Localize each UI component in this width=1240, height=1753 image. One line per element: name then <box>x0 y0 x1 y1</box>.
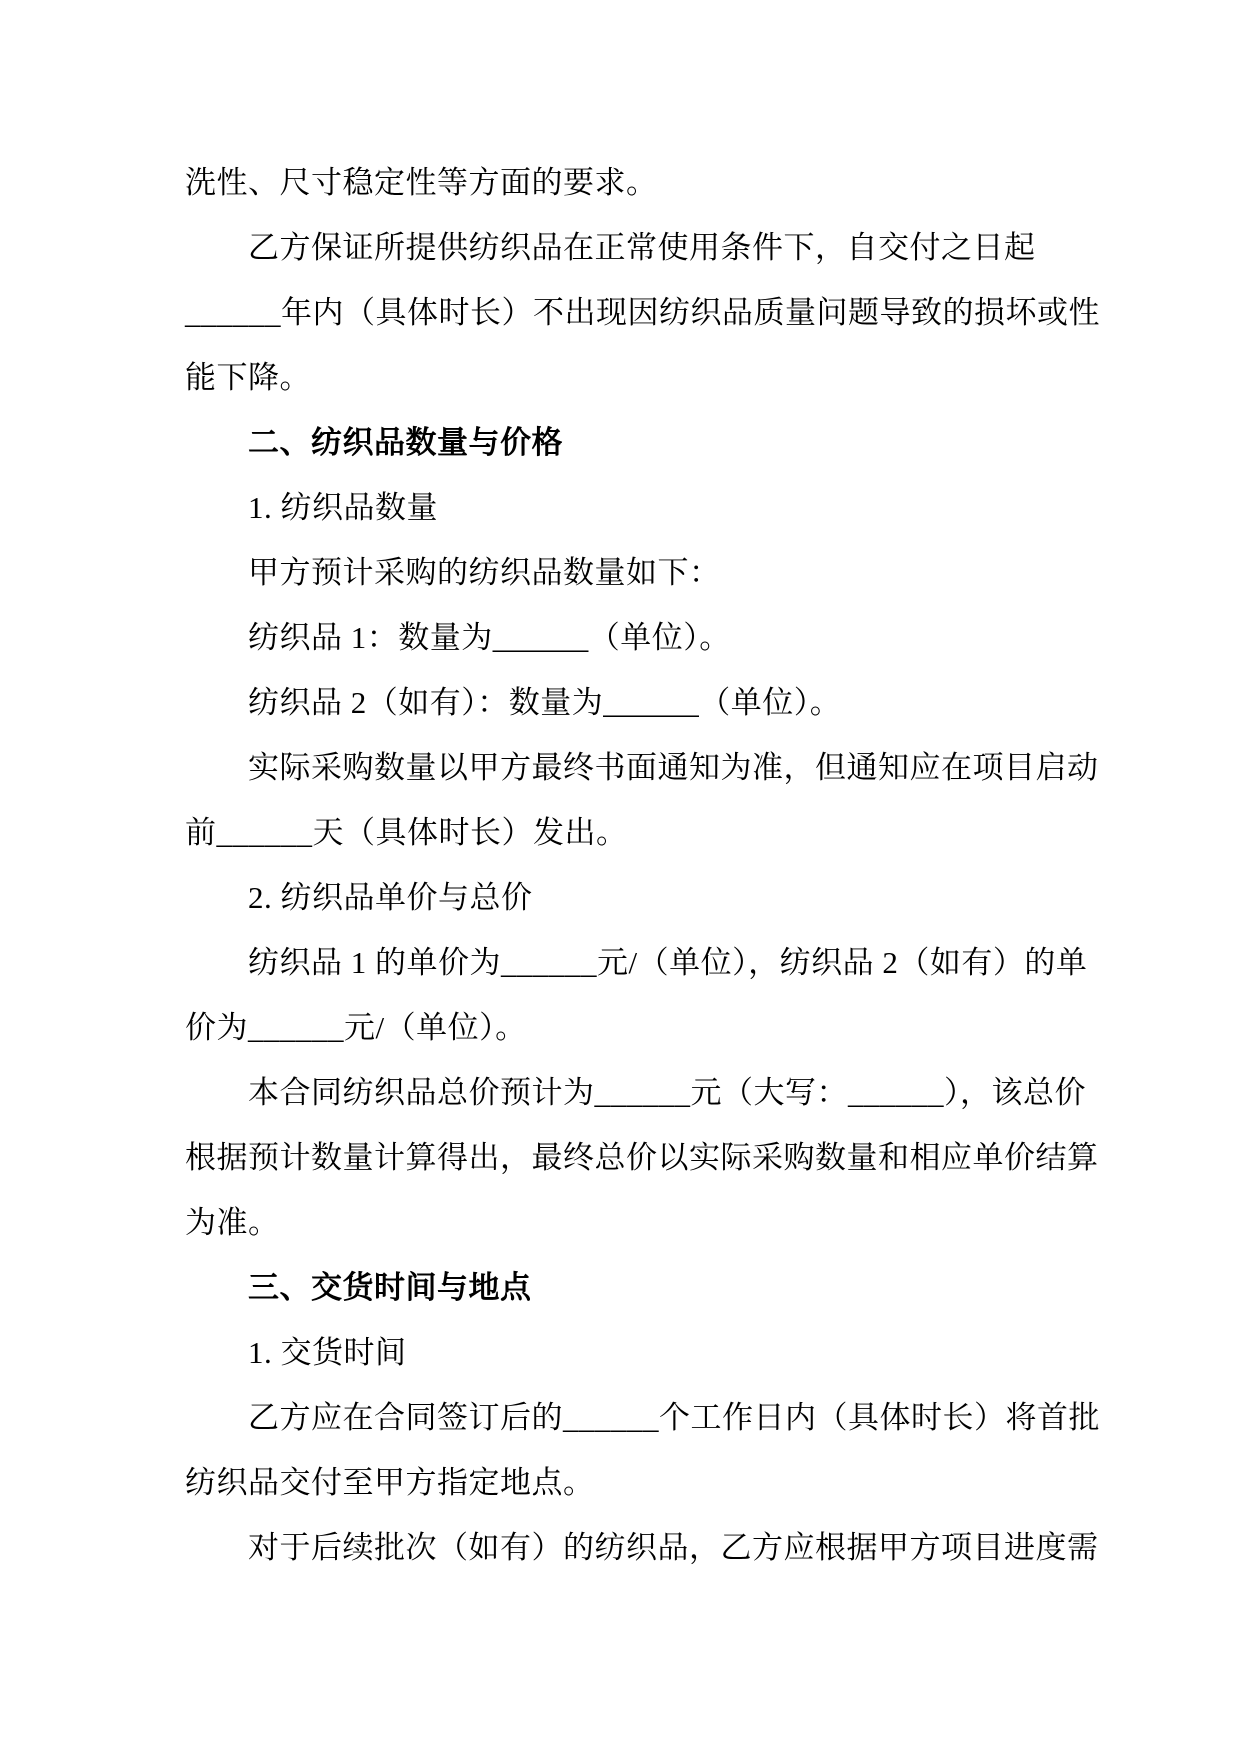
text-line: 乙方应在合同签订后的______个工作日内（具体时长）将首批 <box>248 1400 1100 1435</box>
paragraph <box>185 865 1065 930</box>
text-line: ______年内（具体时长）不出现因纺织品质量问题导致的损坏或性 <box>185 295 1100 330</box>
text-line: 纺织品 1 的单价为______元/（单位），纺织品 2（如有）的单 <box>248 945 1088 980</box>
paragraph <box>185 930 1088 1060</box>
text-line: 价为______元/（单位）。 <box>185 1010 527 1045</box>
document-content <box>185 150 1100 1580</box>
text-line: 能下降。 <box>185 360 311 395</box>
paragraph <box>185 735 1099 865</box>
paragraph <box>185 1060 1099 1255</box>
text-line: 对于后续批次（如有）的纺织品，乙方应根据甲方项目进度需 <box>248 1530 1099 1565</box>
text-line: 1. 纺织品数量 <box>248 490 438 525</box>
paragraph <box>185 150 1065 215</box>
paragraph <box>185 215 1100 410</box>
text-line: 2. 纺织品单价与总价 <box>248 880 533 915</box>
paragraph <box>185 1515 1099 1580</box>
text-line: 实际采购数量以甲方最终书面通知为准，但通知应在项目启动 <box>248 750 1099 785</box>
paragraph <box>185 1320 1065 1385</box>
paragraph <box>185 670 1065 735</box>
text-line: 根据预计数量计算得出，最终总价以实际采购数量和相应单价结算 <box>185 1140 1099 1175</box>
section-heading <box>185 1255 1065 1320</box>
text-line: 甲方预计采购的纺织品数量如下： <box>248 555 721 590</box>
paragraph <box>185 540 1065 605</box>
section-heading <box>185 410 1065 475</box>
paragraph <box>185 475 1065 540</box>
text-line: 前______天（具体时长）发出。 <box>185 815 628 850</box>
text-line: 为准。 <box>185 1205 280 1240</box>
paragraph <box>185 605 1065 670</box>
text-line: 1. 交货时间 <box>248 1335 407 1370</box>
text-line: 纺织品交付至甲方指定地点。 <box>185 1465 595 1500</box>
text-line: 本合同纺织品总价预计为______元（大写：______），该总价 <box>248 1075 1086 1110</box>
text-line: 乙方保证所提供纺织品在正常使用条件下，自交付之日起 <box>248 230 1036 265</box>
text-line: 洗性、尺寸稳定性等方面的要求。 <box>185 165 658 200</box>
text-line: 纺织品 2（如有）：数量为______（单位）。 <box>248 685 842 720</box>
text-line: 纺织品 1：数量为______（单位）。 <box>248 620 731 655</box>
paragraph <box>185 1385 1100 1515</box>
text-line: 二、纺织品数量与价格 <box>248 425 563 460</box>
text-line: 三、交货时间与地点 <box>248 1270 532 1305</box>
